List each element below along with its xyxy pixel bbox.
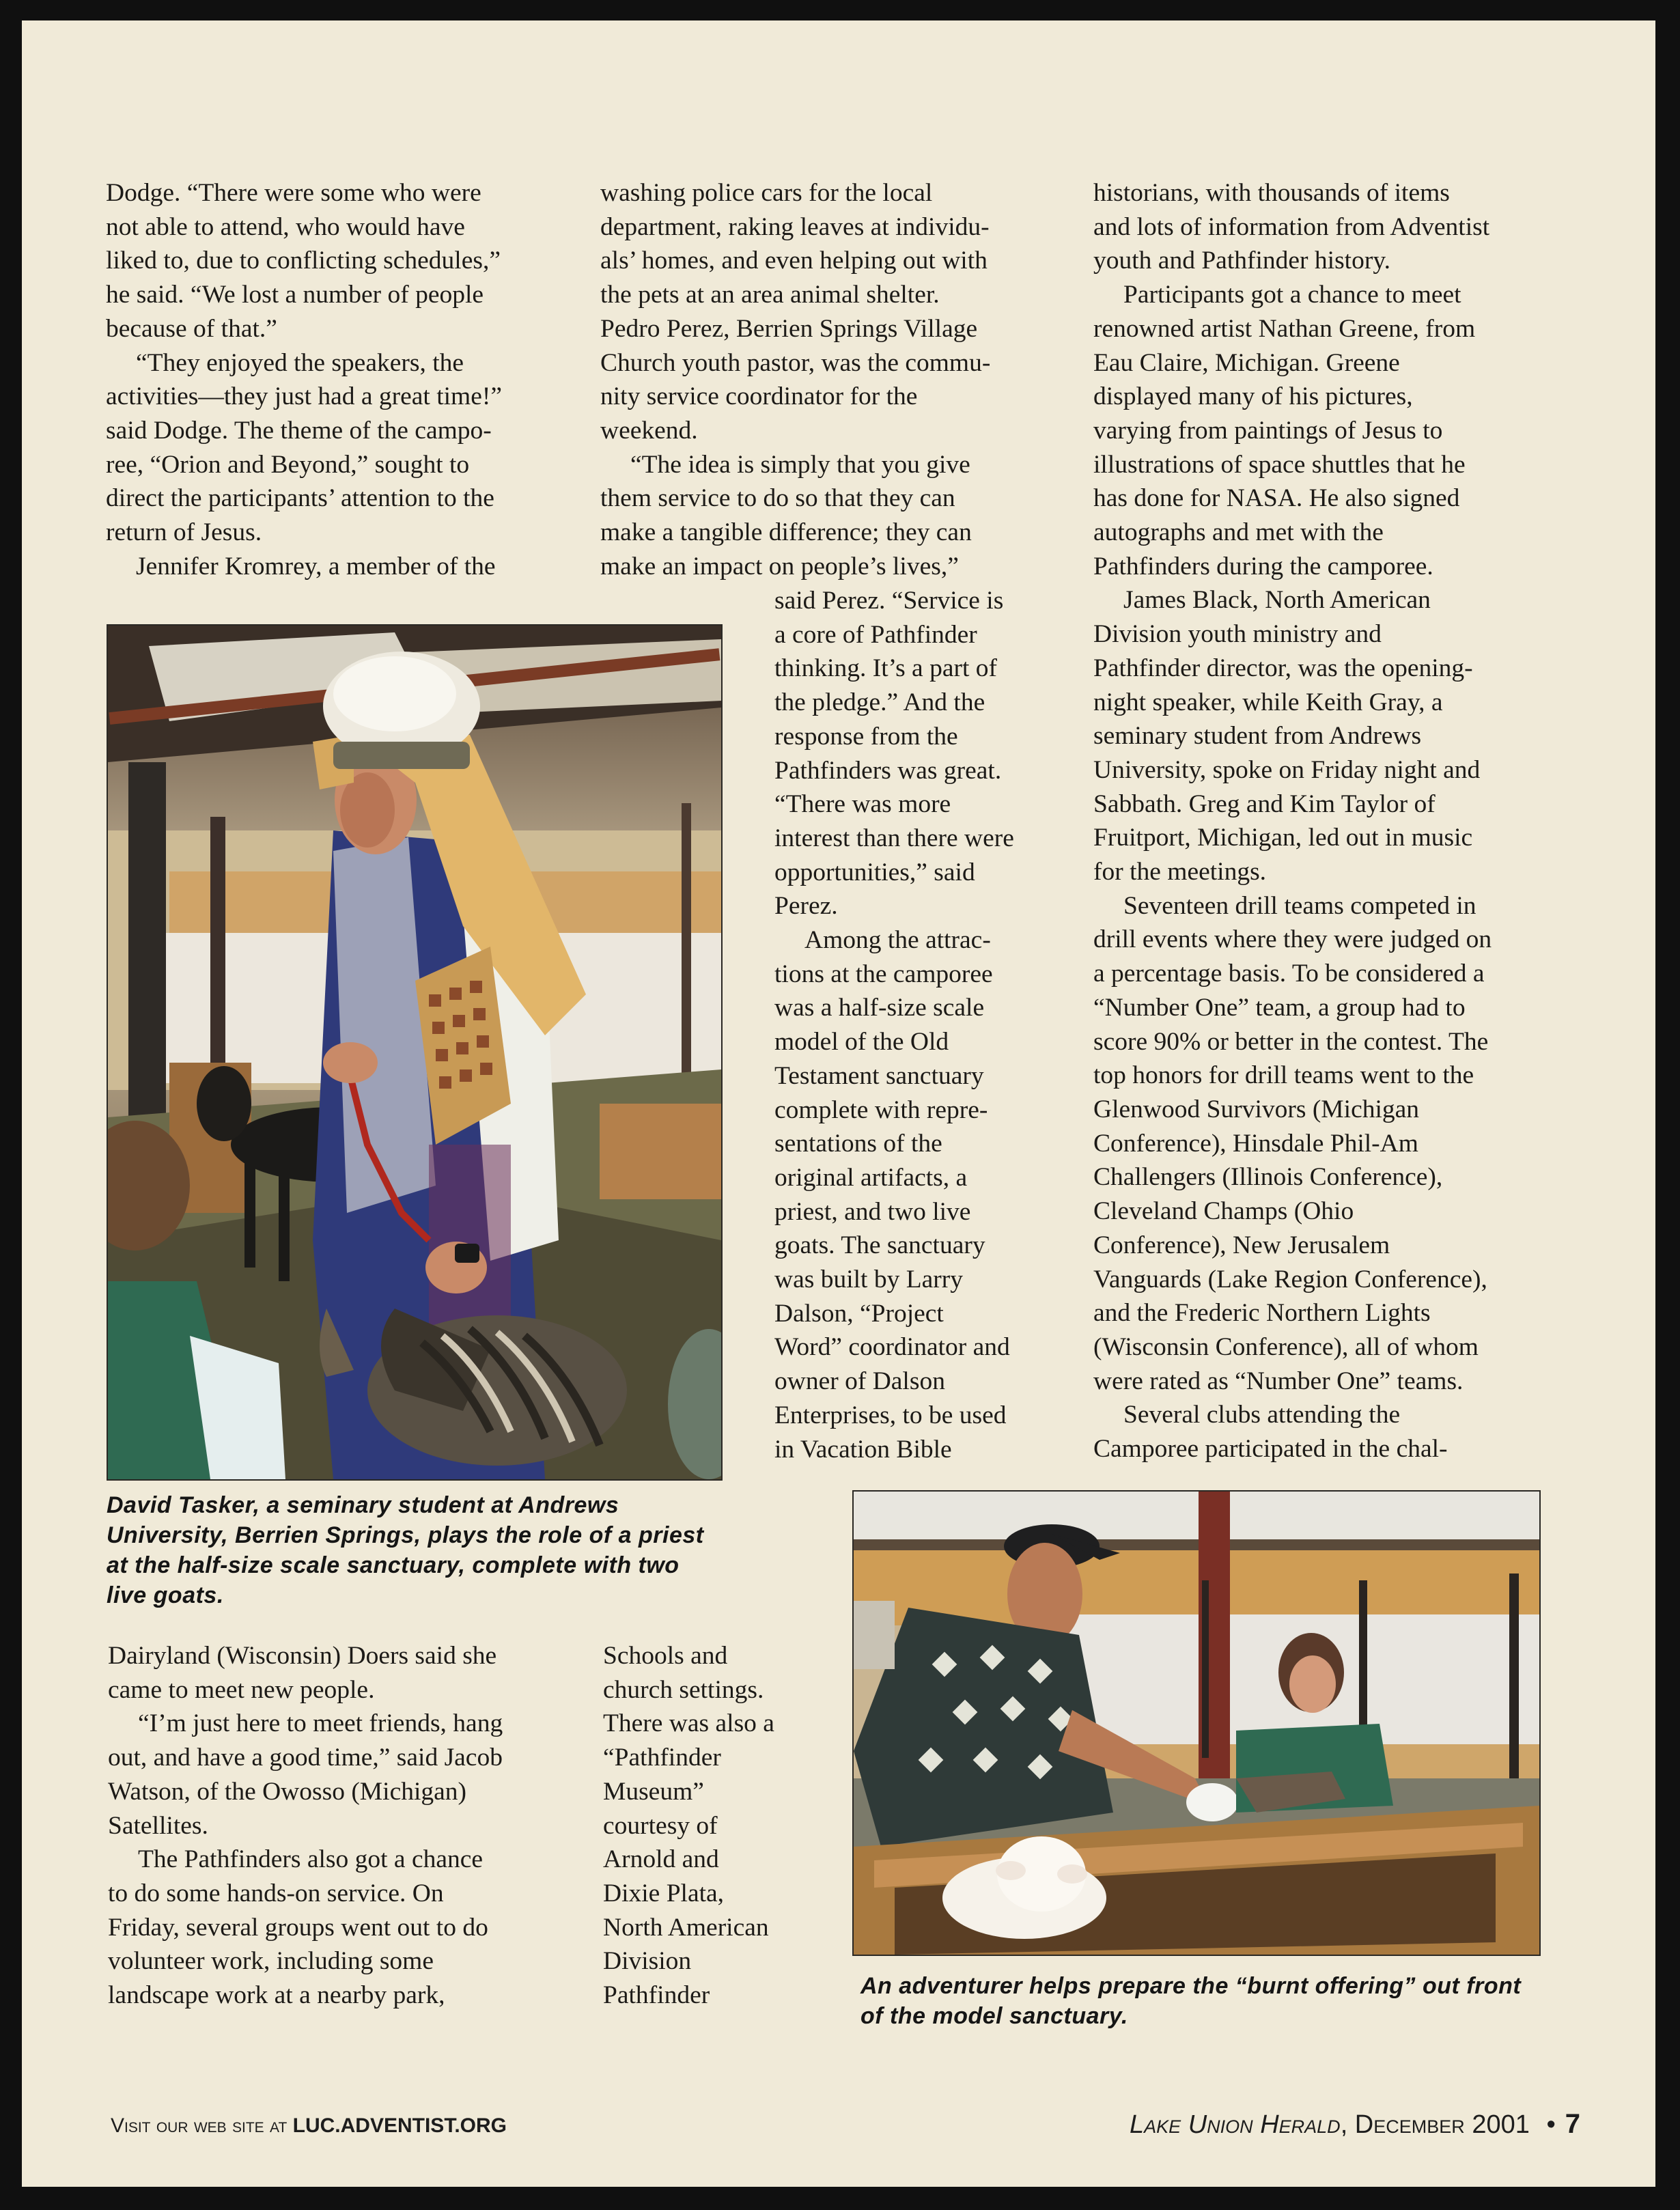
text-line: courtesy of: [603, 1811, 718, 1840]
footer-website: [111, 2114, 507, 2138]
text-line: “There was more: [774, 790, 951, 819]
text-line: University, spoke on Friday night and: [1093, 755, 1481, 784]
text-line: Dodge. “There were some who were: [106, 179, 481, 207]
text-line: sentations of the: [774, 1130, 942, 1158]
text-line: “They enjoyed the speakers, the: [136, 348, 464, 377]
text-line: department, raking leaves at individu-: [600, 212, 990, 241]
text-line: for the meetings.: [1093, 858, 1267, 886]
footer-bullet: •: [1546, 2110, 1556, 2139]
column-b-narrow: [774, 584, 1089, 1466]
page-number: 7: [1565, 2109, 1580, 2139]
text-line: Pedro Perez, Berrien Springs Village: [600, 314, 978, 343]
column-c: [1093, 176, 1612, 1466]
text-line: Sabbath. Greg and Kim Taylor of: [1093, 789, 1436, 818]
text-line: the pledge.” And the: [774, 688, 985, 717]
text-line: Friday, several groups went out to do: [108, 1913, 488, 1942]
text-line: displayed many of his pictures,: [1093, 382, 1413, 411]
text-line: There was also a: [603, 1709, 774, 1738]
text-line: Museum”: [603, 1777, 704, 1806]
text-line: owner of Dalson: [774, 1367, 945, 1396]
photo-caption-priest: [107, 1490, 721, 1610]
text-line: als’ homes, and even helping out with: [600, 247, 988, 275]
text-line: Dalson, “Project: [774, 1299, 944, 1328]
caption-line: University, Berrien Springs, plays the role of a priest: [107, 1522, 704, 1548]
priest-goats-illustration: [108, 626, 721, 1479]
text-line: said Dodge. The theme of the campo-: [106, 416, 492, 445]
text-line: make a tangible difference; they can: [600, 518, 972, 547]
text-line: came to meet new people.: [108, 1675, 375, 1704]
text-line: were rated as “Number One” teams.: [1093, 1367, 1464, 1395]
text-line: weekend.: [600, 416, 698, 445]
text-line: original artifacts, a: [774, 1163, 968, 1192]
text-line: Seventeen drill teams competed in: [1123, 891, 1476, 920]
caption-line: live goats.: [107, 1582, 224, 1608]
text-line: and lots of information from Adventist: [1093, 212, 1490, 241]
text-line: Pathfinders was great.: [774, 756, 1002, 785]
caption-line: of the model sanctuary.: [860, 2003, 1128, 2029]
text-line: and the Frederic Northern Lights: [1093, 1299, 1431, 1328]
text-line: response from the: [774, 722, 958, 751]
text-line: interest than there were: [774, 824, 1014, 852]
footer-website-prefix: Visit our web site at: [111, 2114, 293, 2137]
text-line: not able to attend, who would have: [106, 212, 465, 241]
text-line: historians, with thousands of items: [1093, 179, 1450, 207]
magazine-page: [22, 20, 1655, 2187]
text-line: “Pathfinder: [603, 1744, 721, 1772]
text-line: ree, “Orion and Beyond,” sought to: [106, 450, 470, 479]
text-line: make an impact on people’s lives,”: [600, 552, 959, 581]
caption-line: An adventurer helps prepare the “burnt offering” out front: [860, 1973, 1522, 1999]
text-line: out, and have a good time,” said Jacob: [108, 1744, 503, 1772]
text-line: said Perez. “Service is: [774, 587, 1004, 615]
text-line: Conference), Hinsdale Phil-Am: [1093, 1129, 1418, 1158]
text-line: Division youth ministry and: [1093, 620, 1382, 649]
text-line: renowned artist Nathan Greene, from: [1093, 314, 1476, 343]
text-line: washing police cars for the local: [600, 179, 933, 207]
text-line: top honors for drill teams went to the: [1093, 1061, 1474, 1090]
text-line: Eau Claire, Michigan. Greene: [1093, 348, 1400, 377]
text-line: Challengers (Illinois Conference),: [1093, 1163, 1443, 1192]
text-line: Division: [603, 1947, 692, 1976]
text-line: a core of Pathfinder: [774, 620, 977, 649]
footer-date: , December 2001: [1340, 2110, 1530, 2139]
text-line: volunteer work, including some: [108, 1947, 434, 1976]
text-line: in Vacation Bible: [774, 1435, 952, 1464]
text-line: score 90% or better in the contest. The: [1093, 1027, 1489, 1056]
text-line: direct the participants’ attention to the: [106, 484, 494, 513]
text-line: liked to, due to conflicting schedules,”: [106, 247, 501, 275]
text-line: return of Jesus.: [106, 518, 262, 547]
column-a-top: [106, 176, 584, 583]
text-line: Camporee participated in the chal-: [1093, 1435, 1448, 1464]
priest-goats-photo: [107, 624, 723, 1481]
text-line: the pets at an area animal shelter.: [600, 281, 940, 309]
text-line: “I’m just here to meet friends, hang: [138, 1709, 503, 1738]
text-line: varying from paintings of Jesus to: [1093, 416, 1443, 445]
text-line: Fruitport, Michigan, led out in music: [1093, 824, 1473, 852]
footer-website-url: LUC.ADVENTIST.ORG: [292, 2114, 507, 2137]
text-line: Conference), New Jerusalem: [1093, 1231, 1390, 1259]
text-line: priest, and two live: [774, 1197, 971, 1226]
text-line: Church youth pastor, was the commu-: [600, 348, 991, 377]
text-line: Pathfinders during the camporee.: [1093, 552, 1433, 581]
text-line: Perez.: [774, 892, 838, 921]
text-line: (Wisconsin Conference), all of whom: [1093, 1332, 1479, 1361]
column-b-top: [600, 176, 1078, 583]
text-line: thinking. It’s a part of: [774, 654, 997, 683]
text-line: a percentage basis. To be considered a: [1093, 960, 1485, 988]
text-line: nity service coordinator for the: [600, 382, 918, 411]
text-line: has done for NASA. He also signed: [1093, 484, 1460, 513]
text-line: North American: [603, 1913, 769, 1942]
text-line: tions at the camporee: [774, 960, 993, 988]
footer-publication-name: Lake Union Herald: [1129, 2110, 1341, 2139]
text-line: Dairyland (Wisconsin) Doers said she: [108, 1642, 497, 1670]
text-line: Glenwood Survivors (Michigan: [1093, 1095, 1420, 1123]
text-line: night speaker, while Keith Gray, a: [1093, 688, 1443, 716]
text-line: drill events where they were judged on: [1093, 925, 1492, 954]
text-line: was a half-size scale: [774, 994, 985, 1022]
text-line: model of the Old: [774, 1028, 949, 1057]
text-line: Several clubs attending the: [1123, 1401, 1401, 1429]
burnt-offering-illustration: [854, 1492, 1539, 1955]
text-line: autographs and met with the: [1093, 518, 1384, 547]
text-line: Pathfinder director, was the opening-: [1093, 654, 1473, 682]
text-line: he said. “We lost a number of people: [106, 281, 484, 309]
text-line: Dixie Plata,: [603, 1879, 725, 1907]
text-line: illustrations of space shuttles that he: [1093, 450, 1466, 479]
text-line: Jennifer Kromrey, a member of the: [136, 552, 496, 581]
text-line: Pathfinder: [603, 1981, 710, 2010]
column-b-bottom: [603, 1639, 835, 2013]
burnt-offering-photo: [852, 1490, 1541, 1956]
text-line: goats. The sanctuary: [774, 1231, 985, 1260]
column-a-bottom: [108, 1639, 586, 2013]
photo-caption-burnt-offering: [860, 1971, 1571, 2031]
text-line: church settings.: [603, 1675, 764, 1704]
text-line: Word” coordinator and: [774, 1333, 1010, 1362]
text-line: seminary student from Andrews: [1093, 722, 1422, 751]
text-line: Testament sanctuary: [774, 1061, 984, 1090]
text-line: James Black, North American: [1123, 586, 1431, 615]
text-line: “Number One” team, a group had to: [1093, 993, 1466, 1022]
text-line: because of that.”: [106, 314, 277, 343]
caption-line: David Tasker, a seminary student at Andrews: [107, 1492, 619, 1518]
text-line: Vanguards (Lake Region Conference),: [1093, 1265, 1487, 1293]
text-line: Enterprises, to be used: [774, 1401, 1007, 1429]
text-line: Participants got a chance to meet: [1123, 281, 1461, 309]
text-line: to do some hands-on service. On: [108, 1879, 444, 1907]
text-line: “The idea is simply that you give: [630, 450, 970, 479]
text-line: was built by Larry: [774, 1265, 963, 1294]
text-line: youth and Pathfinder history.: [1093, 247, 1391, 275]
text-line: complete with repre-: [774, 1095, 988, 1124]
text-line: The Pathfinders also got a chance: [138, 1845, 484, 1874]
caption-line: at the half-size scale sanctuary, complete with two: [107, 1552, 680, 1578]
text-line: Satellites.: [108, 1811, 208, 1840]
text-line: Watson, of the Owosso (Michigan): [108, 1777, 467, 1806]
text-line: opportunities,” said: [774, 858, 975, 886]
text-line: activities—they just had a great time!”: [106, 382, 503, 411]
text-line: Among the attrac-: [804, 926, 991, 955]
text-line: Cleveland Champs (Ohio: [1093, 1197, 1354, 1226]
text-line: landscape work at a nearby park,: [108, 1981, 445, 2010]
text-line: Arnold and: [603, 1845, 719, 1874]
text-line: Schools and: [603, 1642, 728, 1670]
text-line: them service to do so that they can: [600, 484, 955, 513]
footer-publication: [1130, 2109, 1580, 2140]
